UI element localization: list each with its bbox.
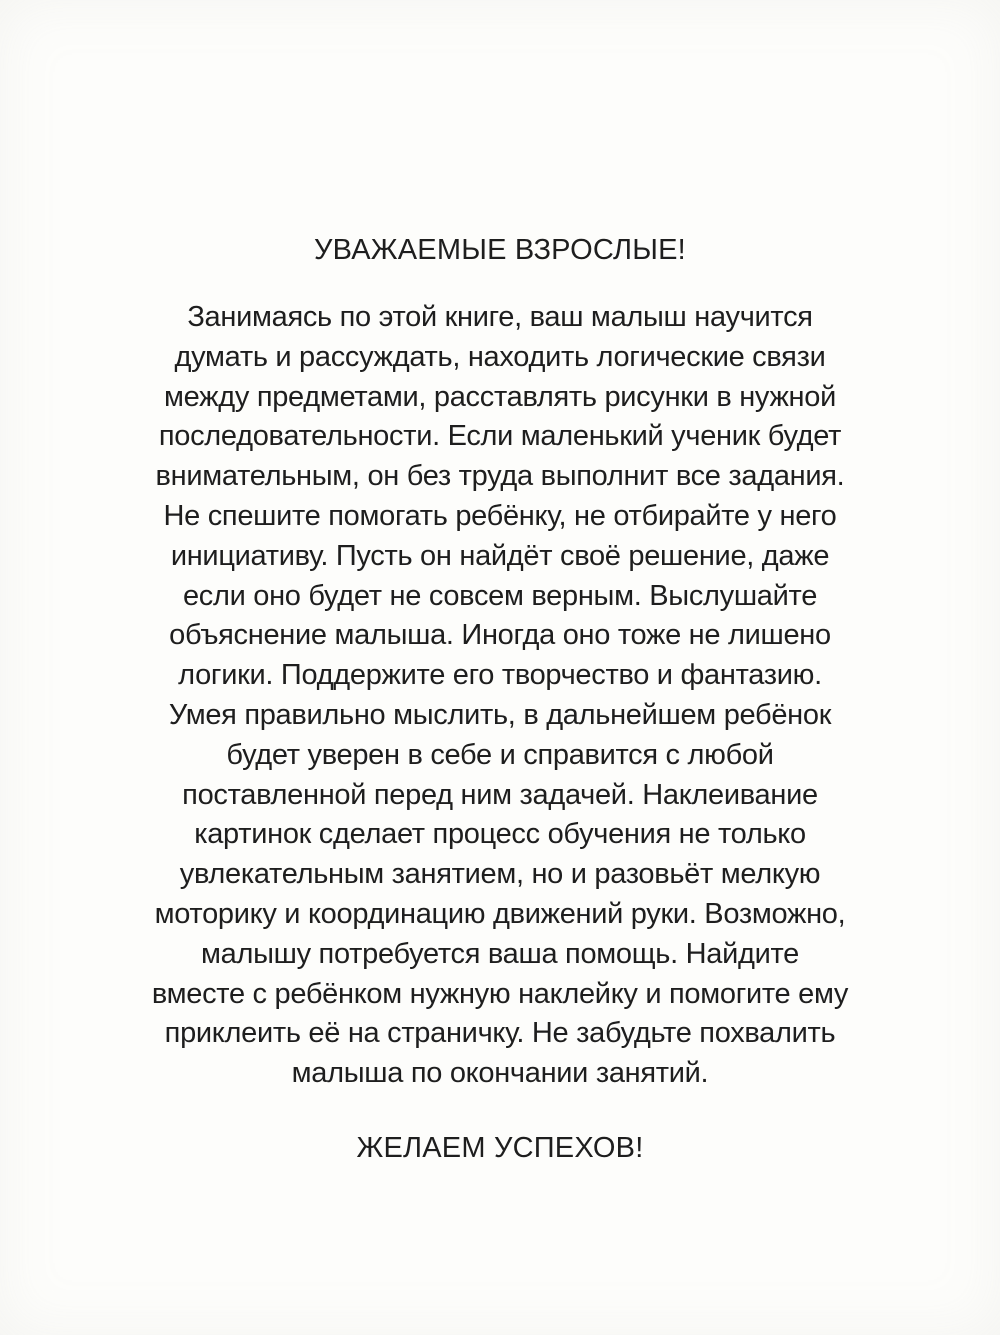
paragraph-line: объяснение малыша. Иногда оно тоже не лишено — [169, 619, 831, 652]
paragraph-line: логики. Поддержите его творчество и фантазию. — [178, 659, 822, 692]
paragraph-line: внимательным, он без труда выполнит все задания. — [155, 460, 845, 493]
paragraph-line: Умея правильно мыслить, в дальнейшем ребёнок — [168, 698, 832, 731]
paragraph-line: думать и рассуждать, находить логические связи — [174, 340, 826, 373]
paragraph-line: инициативу. Пусть он найдёт своё решение, даже — [170, 539, 830, 572]
paragraph-line: Занимаясь по этой книге, ваш малыш научится — [187, 301, 813, 333]
paragraph-line: малышу потребуется ваша помощь. Найдите — [200, 937, 799, 970]
paragraph-line: картинок сделает процесс обучения не только — [194, 818, 806, 851]
paragraph-line: Не спешите помогать ребёнку, не отбирайте у него — [163, 499, 837, 532]
page-content — [85, 0, 915, 1168]
paragraph-line: малыша по окончании занятий. — [291, 1057, 709, 1090]
paragraph-line: последовательности. Если маленький ученик будет — [158, 420, 842, 453]
paragraph-line: приклеить её на страничку. Не забудьте похвалить — [164, 1017, 836, 1050]
closing-line: ЖЕЛАЕМ УСПЕХОВ! — [356, 1131, 644, 1164]
paragraph-line: если оно будет не совсем верным. Выслушайте — [182, 579, 818, 612]
page-title: УВАЖАЕМЫЕ ВЗРОСЛЫЕ! — [314, 234, 686, 266]
paragraph-line: моторику и координацию движений руки. Возможно, — [154, 897, 846, 930]
paragraph-line: увлекательным занятием, но и разовьёт мелкую — [179, 858, 821, 891]
paragraph-line: будет уверен в себе и справится с любой — [226, 738, 774, 771]
paragraph-line: вместе с ребёнком нужную наклейку и помогите ему — [151, 977, 849, 1010]
paragraph-line: поставленной перед ним задачей. Наклеивание — [182, 778, 818, 811]
intro-paragraph — [85, 298, 915, 1094]
paragraph-line: между предметами, расставлять рисунки в нужной — [164, 380, 836, 413]
